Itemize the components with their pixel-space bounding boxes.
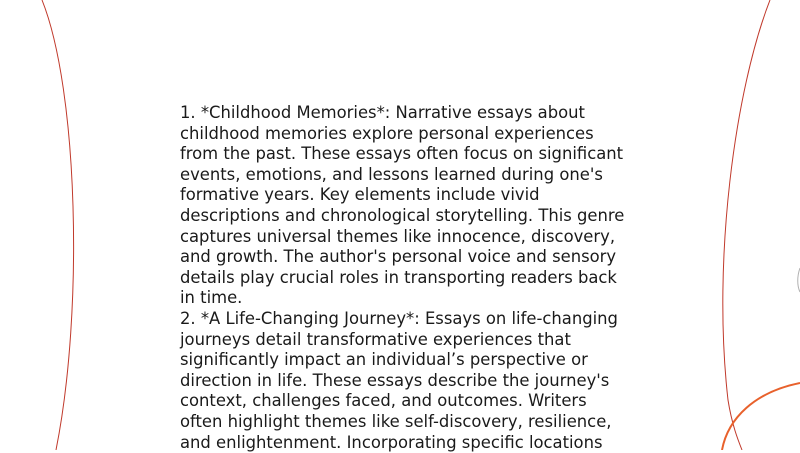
left-decorative-arc: [42, 0, 74, 450]
right-decorative-arc: [723, 0, 770, 450]
essay-text-block: [180, 103, 630, 453]
paragraph-childhood-memories: 1. *Childhood Memories*: Narrative essays about childhood memories explore personal experiences from the past. These essays often focus on significant events, emotions, and lessons learned during one's formative years. Key elements include vivid descriptions and chronological storytelling. This genre captures universal themes like innocence, discovery, and growth. The author's personal voice and sensory details play crucial roles in transporting readers back in time.: [180, 103, 625, 308]
orange-decorative-arc: [722, 383, 800, 450]
paragraph-life-changing-journey: 2. *A Life-Changing Journey*: Essays on life-changing journeys detail transformative experiences that significantly impact an individual’s perspective or direction in life. These essays describe the journey's context, challenges faced, and outcomes. Writers often highlight themes like self-discovery, resilience, and enlightenment. Incorporating specific locations: [180, 308, 618, 452]
